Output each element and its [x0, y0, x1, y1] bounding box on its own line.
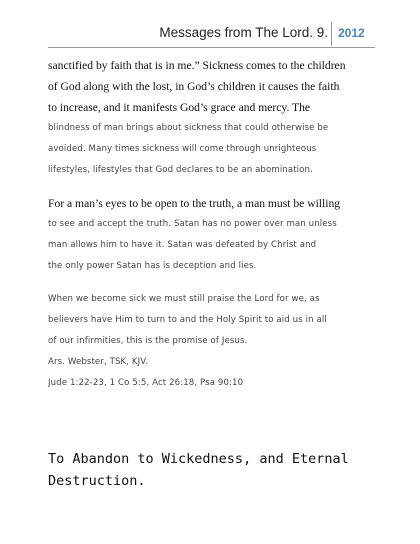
text-line: blindness of man brings about sickness that could otherwise be	[48, 123, 329, 133]
text-line: lifestyles, lifestyles that God declares to be an abomination.	[48, 165, 313, 175]
document-body	[48, 55, 378, 394]
header-divider	[331, 22, 332, 46]
text-line: to increase, and it manifests God’s grace and mercy. The	[48, 101, 311, 114]
text-line: of God along with the lost, in God’s children it causes the faith	[48, 80, 340, 93]
header-year: 2012	[338, 26, 365, 40]
text-line: When we become sick we must still praise the Lord for we, as	[48, 294, 320, 304]
text-line: sanctified by faith that is in me.” Sickness comes to the children	[48, 59, 346, 72]
text-line: For a man’s eyes to be open to the truth, a man must be willing	[48, 197, 341, 210]
paragraph-1	[48, 55, 378, 181]
references-source: Ars. Webster, TSK, KJV.	[48, 357, 148, 367]
text-line: the only power Satan has is deception and lies.	[48, 261, 257, 271]
section-heading	[48, 448, 378, 492]
paragraph-3	[48, 289, 378, 394]
heading-line-1: To Abandon to Wickedness, and Eternal	[48, 451, 349, 467]
page-header	[0, 0, 420, 52]
text-line: believers have Him to turn to and the Holy Spirit to aid us in all	[48, 315, 327, 325]
text-line: man allows him to have it. Satan was defeated by Christ and	[48, 240, 317, 250]
paragraph-2	[48, 193, 378, 277]
paragraph-gap	[48, 277, 378, 289]
heading-line-2: Destruction.	[48, 473, 146, 489]
header-title: Messages from The Lord. 9.	[159, 25, 328, 40]
text-line: avoided. Many times sickness will come through unrighteous	[48, 144, 317, 154]
text-line: of our infirmities, this is the promise of Jesus.	[48, 336, 248, 346]
text-line: to see and accept the truth. Satan has no power over man unless	[48, 219, 337, 229]
scripture-references: Jude 1:22-23, 1 Co 5:5, Act 26:18, Psa 90:10	[48, 378, 244, 388]
paragraph-gap	[48, 181, 378, 193]
header-rule	[48, 47, 375, 48]
